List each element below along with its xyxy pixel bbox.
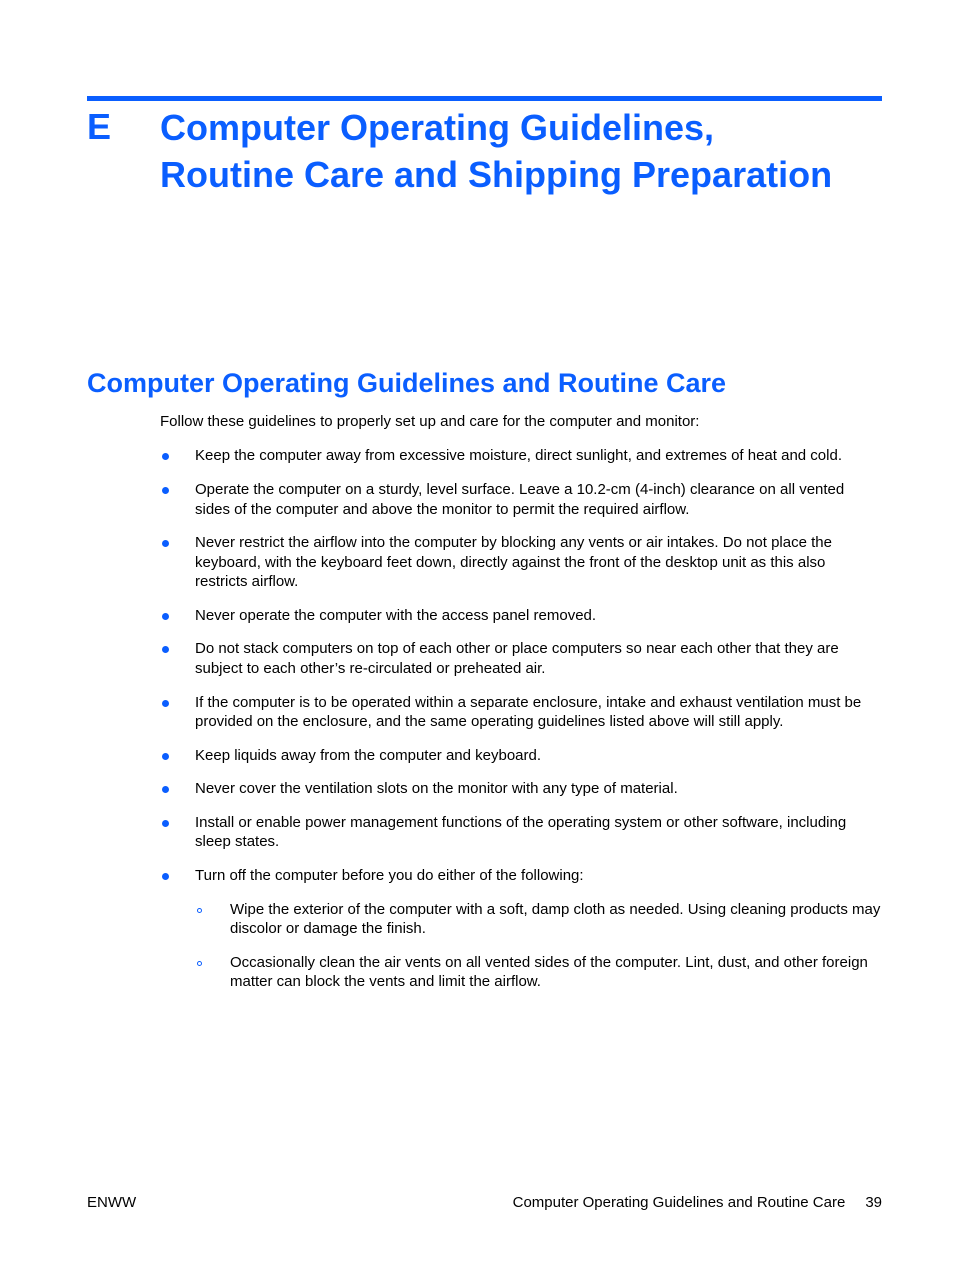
bullet-icon bbox=[162, 646, 169, 653]
list-item bbox=[160, 480, 882, 519]
list-item bbox=[160, 866, 882, 991]
sub-list-item bbox=[195, 900, 882, 939]
list-item bbox=[160, 639, 882, 678]
list-item-text: Turn off the computer before you do either of the following: bbox=[195, 867, 584, 885]
list-item-text: Never restrict the airflow into the computer by blocking any vents or air intakes. Do not place the keyboard, with the keyboard feet down, directly against the front of the desktop unit as this also restricts airflow. bbox=[195, 534, 832, 591]
bullet-icon bbox=[162, 487, 169, 494]
bullet-icon bbox=[162, 700, 169, 707]
list-item bbox=[160, 779, 882, 798]
list-item-text: Install or enable power management functions of the operating system or other software, including sleep states. bbox=[195, 814, 847, 851]
section-body bbox=[160, 412, 882, 1006]
sub-list bbox=[195, 900, 882, 992]
list-item bbox=[160, 746, 882, 765]
footer-right bbox=[513, 1193, 882, 1212]
sub-list-item bbox=[195, 953, 882, 992]
guidelines-list bbox=[160, 446, 882, 991]
chapter-title bbox=[160, 104, 890, 198]
page-number: 39 bbox=[865, 1194, 882, 1211]
list-item-text: If the computer is to be operated within a separate enclosure, intake and exhaust ventilation must be provided on the enclosure, and the same operating guidelines listed above will still apply. bbox=[195, 693, 862, 730]
bullet-icon bbox=[162, 820, 169, 827]
section-heading: Computer Operating Guidelines and Routine Care bbox=[87, 368, 727, 398]
chapter-rule bbox=[87, 96, 882, 101]
bullet-icon bbox=[162, 540, 169, 547]
bullet-icon bbox=[162, 753, 169, 760]
bullet-icon bbox=[162, 613, 169, 620]
bullet-icon bbox=[162, 786, 169, 793]
bullet-icon bbox=[162, 453, 169, 460]
sub-list-item-text: Occasionally clean the air vents on all vented sides of the computer. Lint, dust, and other foreign matter can block the vents and limit the airflow. bbox=[230, 953, 868, 991]
list-item-text: Keep the computer away from excessive moisture, direct sunlight, and extremes of heat and cold. bbox=[195, 447, 842, 465]
hollow-bullet-icon bbox=[197, 961, 202, 966]
list-item-text: Keep liquids away from the computer and keyboard. bbox=[195, 746, 542, 764]
chapter-letter: E bbox=[87, 106, 112, 147]
footer-left: ENWW bbox=[87, 1194, 137, 1211]
list-item bbox=[160, 606, 882, 625]
list-item bbox=[160, 813, 882, 852]
chapter-title-line1: Computer Operating Guidelines, bbox=[160, 107, 715, 148]
footer-section-title: Computer Operating Guidelines and Routine Care bbox=[512, 1194, 846, 1211]
hollow-bullet-icon bbox=[197, 908, 202, 913]
chapter-title-line2: Routine Care and Shipping Preparation bbox=[160, 154, 833, 195]
list-item bbox=[160, 533, 882, 591]
intro-paragraph: Follow these guidelines to properly set up and care for the computer and monitor: bbox=[160, 413, 700, 430]
bullet-icon bbox=[162, 873, 169, 880]
list-item bbox=[160, 693, 882, 732]
list-item-text: Do not stack computers on top of each other or place computers so near each other that they are subject to each other’s re-circulated or preheated air. bbox=[195, 640, 839, 677]
list-item-text: Never operate the computer with the access panel removed. bbox=[195, 606, 597, 624]
list-item bbox=[160, 446, 882, 465]
sub-list-item-text: Wipe the exterior of the computer with a soft, damp cloth as needed. Using cleaning products may discolor or damage the finish. bbox=[230, 900, 881, 937]
list-item-text: Operate the computer on a sturdy, level surface. Leave a 10.2-cm (4-inch) clearance on all vented sides of the computer and above the monitor to permit the required airflow. bbox=[195, 481, 845, 518]
list-item-text: Never cover the ventilation slots on the monitor with any type of material. bbox=[195, 780, 678, 798]
